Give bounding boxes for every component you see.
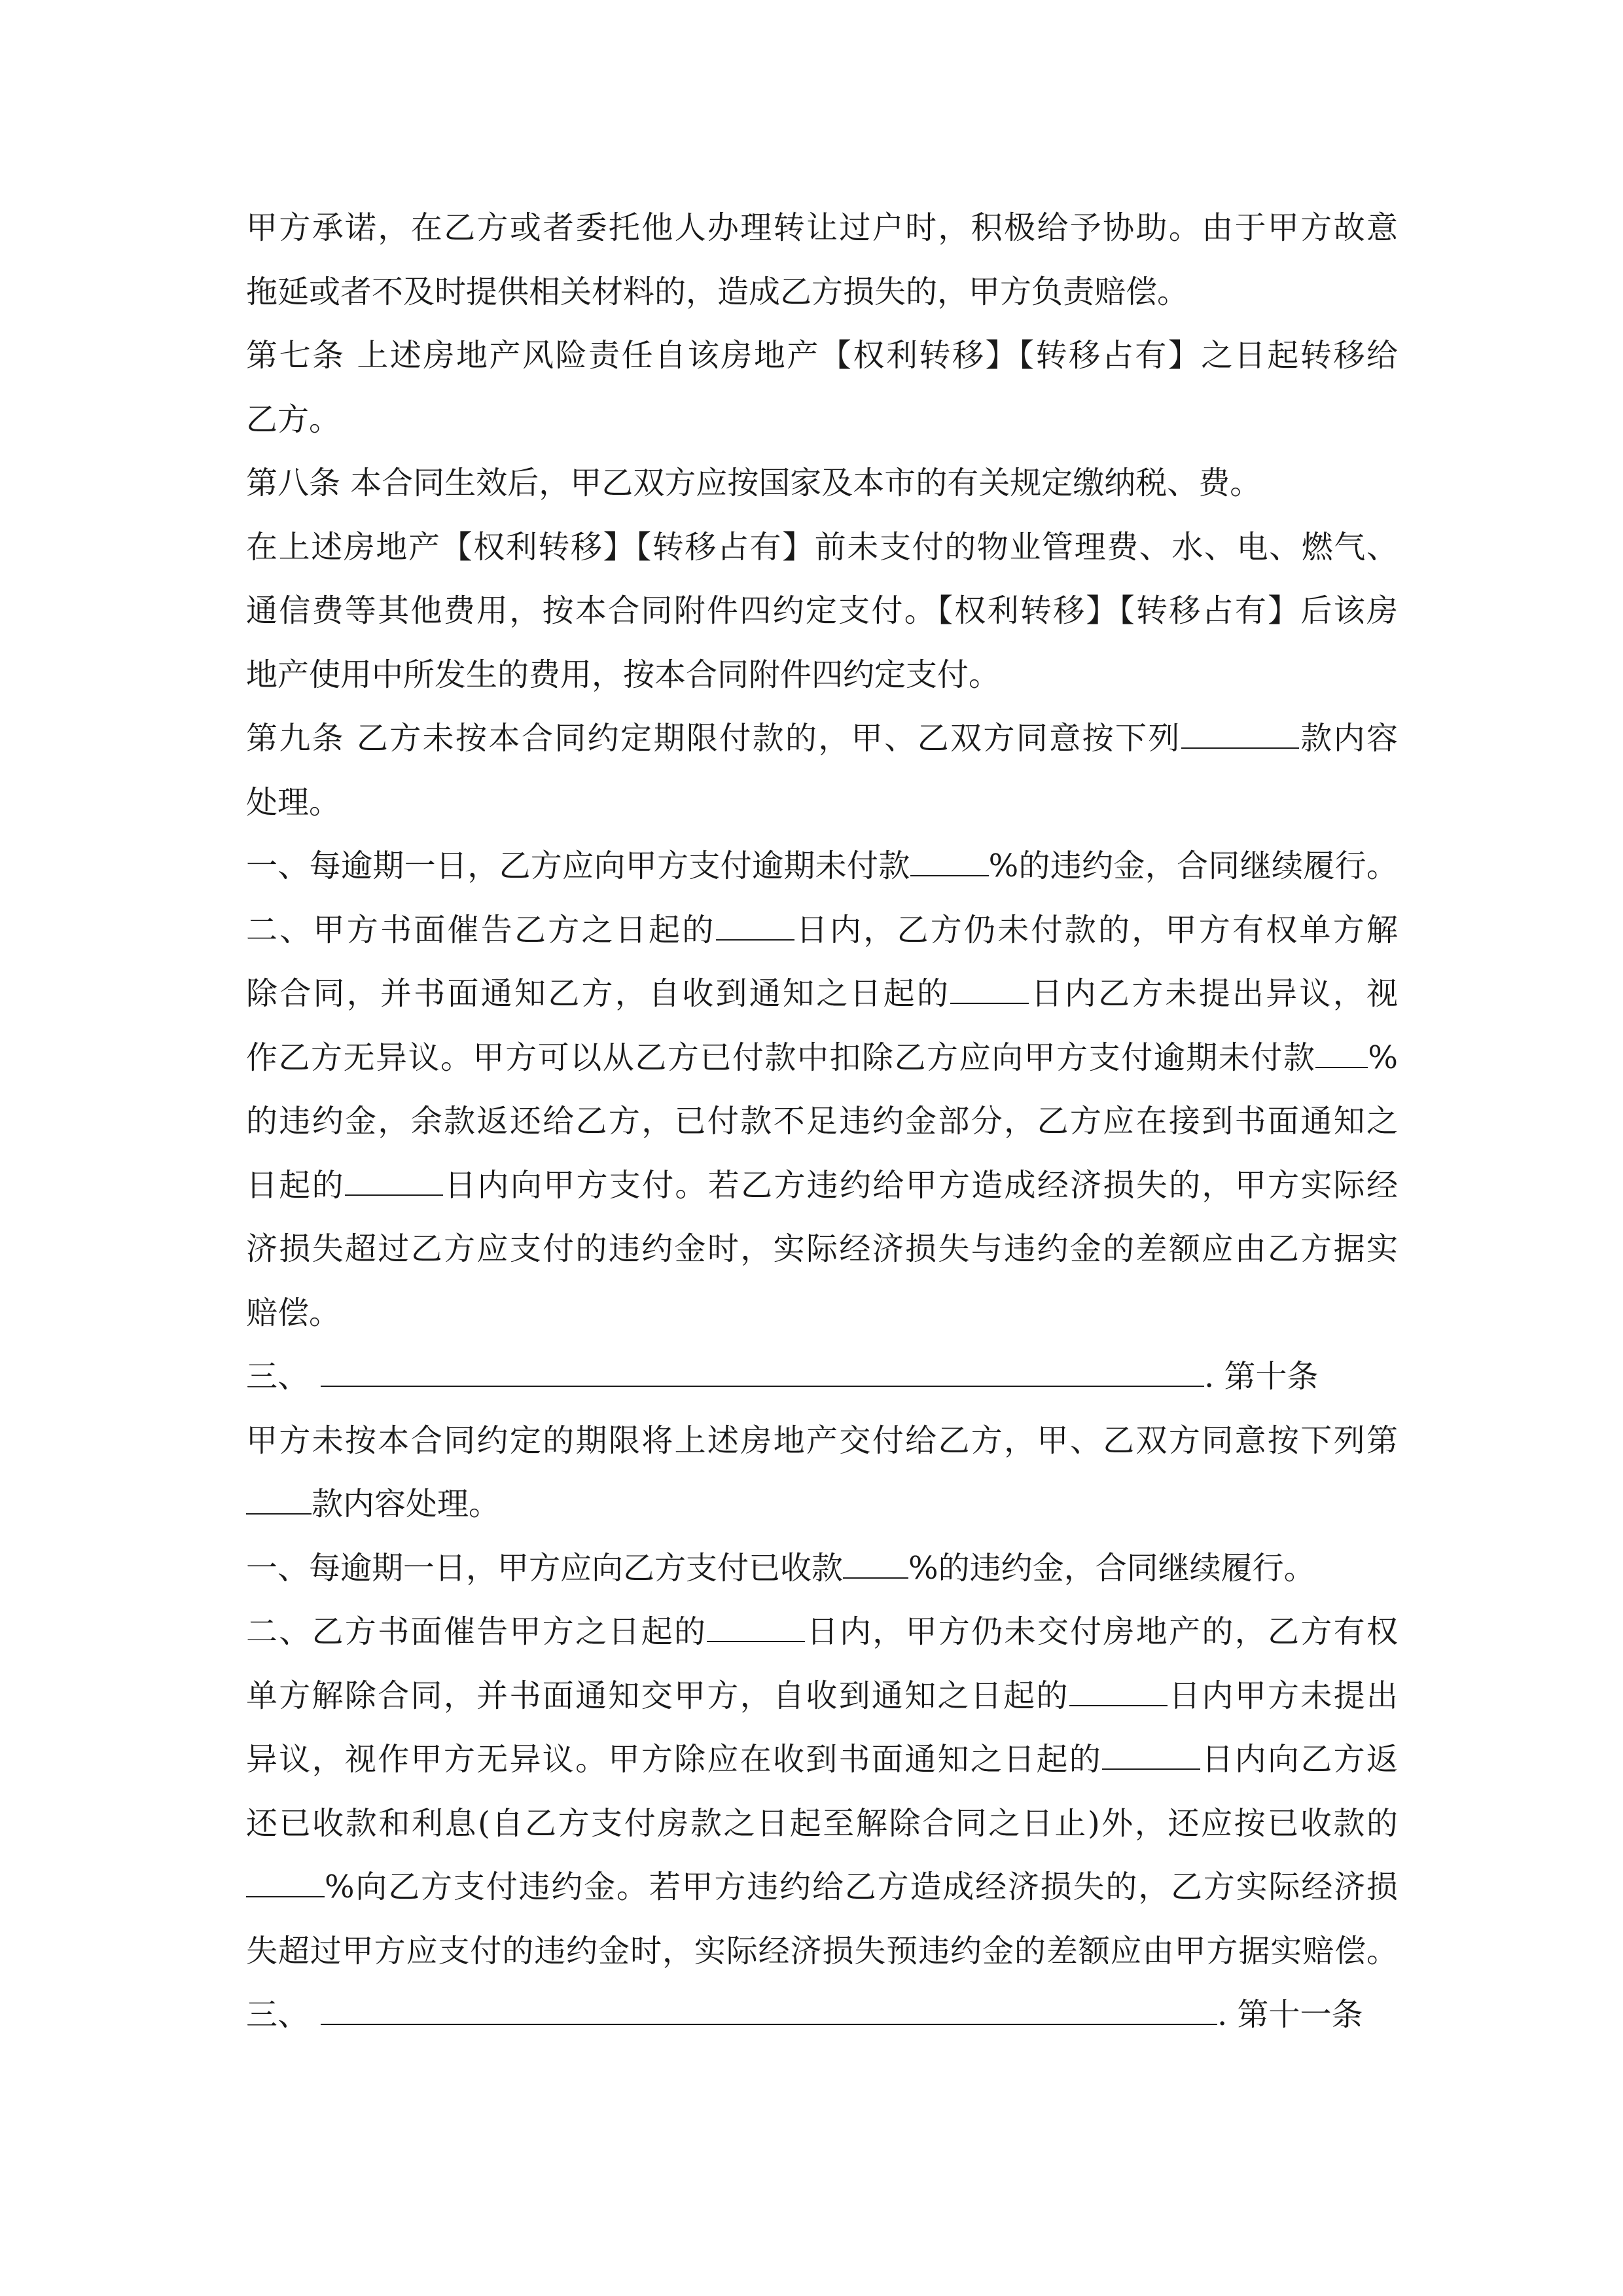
line-text: 除合同，并书面通知乙方，自收到通知之日起的 <box>246 975 951 1012</box>
fill-in-blank <box>246 1862 325 1897</box>
text-line <box>246 324 1398 388</box>
line-text: 二、乙方书面催告甲方之日起的 <box>246 1613 707 1650</box>
line-text: 日内向甲方支付。若乙方违约给甲方造成经济损失的，甲方实际经 <box>442 1166 1398 1204</box>
fill-in-blank <box>1315 1033 1368 1068</box>
text-line <box>246 1728 1398 1792</box>
line-text: 在上述房地产【权利转移】【转移占有】前未支付的物业管理费、水、电、燃气、 <box>246 528 1398 565</box>
line-text: . 第十一条 <box>1217 1996 1363 2033</box>
fill-in-blank <box>910 841 989 876</box>
line-text: 还已收款和利息(自乙方支付房款之日起至解除合同之日止)外，还应按已收款的 <box>246 1804 1398 1842</box>
line-text: 第九条 乙方未按本合同约定期限付款的，甲、乙双方同意按下列 <box>246 720 1181 757</box>
text-line <box>246 1090 1398 1154</box>
line-text: . 第十条 <box>1204 1358 1319 1395</box>
line-text: 日内向乙方返 <box>1200 1741 1398 1778</box>
line-text: 日内，乙方仍未付款的，甲方有权单方解 <box>794 911 1398 948</box>
line-text: %向乙方支付违约金。若甲方违约给乙方造成经济损失的，乙方实际经济损 <box>325 1869 1398 1905</box>
line-text: 异议，视作甲方无异议。甲方除应在收到书面通知之日起的 <box>246 1741 1103 1778</box>
text-line <box>246 1600 1398 1664</box>
line-text: 二、甲方书面催告乙方之日起的 <box>246 911 716 948</box>
fill-in-blank <box>345 1160 443 1196</box>
line-text: 日起的 <box>246 1166 345 1204</box>
text-line <box>246 1217 1398 1282</box>
line-text: 拖延或者不及时提供相关材料的，造成乙方损失的，甲方负责赔偿。 <box>246 273 1189 310</box>
text-line <box>246 834 1398 899</box>
text-line <box>246 579 1398 643</box>
line-text: 赔偿。 <box>246 1294 341 1331</box>
line-text: 作乙方无异议。甲方可以从乙方已付款中扣除乙方应向甲方支付逾期未付款 <box>246 1039 1316 1076</box>
line-text: 济损失超过乙方应支付的违约金时，实际经济损失与违约金的差额应由乙方据实 <box>246 1230 1398 1267</box>
text-line <box>246 899 1398 963</box>
document-page <box>246 196 1398 2047</box>
fill-in-blank <box>1102 1734 1200 1770</box>
line-text: 第七条 上述房地产风险责任自该房地产【权利转移】【转移占有】之日起转移给 <box>246 337 1398 374</box>
fill-in-blank <box>707 1607 805 1642</box>
line-text: 款内容 <box>1298 720 1398 757</box>
fill-in-blank <box>321 1352 1204 1387</box>
line-text: 一、每逾期一日，乙方应向甲方支付逾期未付款 <box>246 848 910 884</box>
line-text: 三、 <box>246 1358 310 1395</box>
text-line <box>246 1154 1398 1218</box>
fill-in-blank <box>716 905 794 941</box>
text-line <box>246 388 1398 452</box>
line-text: %的违约金，合同继续履行。 <box>988 848 1398 884</box>
text-line <box>246 1345 1398 1409</box>
text-line <box>246 1983 1398 2047</box>
text-line <box>246 1920 1398 1984</box>
fill-in-blank <box>843 1543 908 1579</box>
text-line <box>246 707 1398 771</box>
line-text: 第八条 本合同生效后，甲乙双方应按国家及本市的有关规定缴纳税、费。 <box>246 465 1262 501</box>
fill-in-blank <box>246 1479 312 1515</box>
line-text: 甲方未按本合同约定的期限将上述房地产交付给乙方，甲、乙双方同意按下列第 <box>246 1422 1398 1459</box>
text-line <box>246 516 1398 580</box>
fill-in-blank <box>1181 713 1299 749</box>
line-text: 失超过甲方应支付的违约金时，实际经济损失预违约金的差额应由甲方据实赔偿。 <box>246 1932 1398 1969</box>
fill-in-blank <box>1069 1671 1168 1706</box>
line-text: 地产使用中所发生的费用，按本合同附件四约定支付。 <box>246 656 1001 693</box>
line-text: %的违约金，合同继续履行。 <box>908 1549 1315 1587</box>
text-line <box>246 1026 1398 1090</box>
text-line <box>246 260 1398 325</box>
text-line <box>246 1282 1398 1346</box>
text-line <box>246 1473 1398 1537</box>
text-line <box>246 1409 1398 1473</box>
text-line <box>246 452 1398 516</box>
line-text: 乙方。 <box>246 401 341 438</box>
line-text: 一、每逾期一日，甲方应向乙方支付已收款 <box>246 1549 844 1587</box>
text-line <box>246 643 1398 708</box>
line-text: 三、 <box>246 1996 310 2033</box>
line-text: 日内，甲方仍未交付房地产的，乙方有权 <box>805 1613 1398 1650</box>
text-line <box>246 1664 1398 1729</box>
line-text: 日内乙方未提出异议，视 <box>1029 975 1398 1012</box>
text-line <box>246 196 1398 260</box>
line-text: 处理。 <box>246 783 341 821</box>
text-line <box>246 1856 1398 1920</box>
fill-in-blank <box>950 969 1029 1004</box>
line-text: % <box>1368 1039 1398 1076</box>
text-line <box>246 1537 1398 1601</box>
text-line <box>246 962 1398 1026</box>
line-text: 通信费等其他费用，按本合同附件四约定支付。【权利转移】【转移占有】后该房 <box>246 592 1398 629</box>
text-line <box>246 1792 1398 1856</box>
fill-in-blank <box>321 1990 1217 2025</box>
text-line <box>246 771 1398 835</box>
line-text: 单方解除合同，并书面通知交甲方，自收到通知之日起的 <box>246 1677 1069 1714</box>
line-text: 甲方承诺，在乙方或者委托他人办理转让过户时，积极给予协助。由于甲方故意 <box>246 209 1398 246</box>
line-text: 款内容处理。 <box>312 1486 501 1522</box>
line-text: 日内甲方未提出 <box>1167 1677 1398 1714</box>
line-text: 的违约金，余款返还给乙方，已付款不足违约金部分，乙方应在接到书面通知之 <box>246 1103 1398 1139</box>
